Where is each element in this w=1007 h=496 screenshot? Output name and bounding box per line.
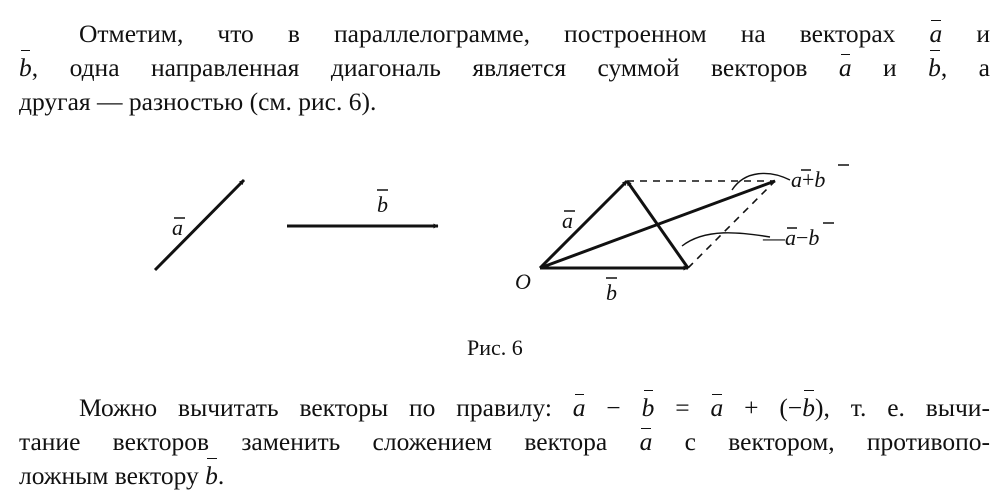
p2-line-1	[19, 391, 990, 425]
p1-line-3: другая — разностью (см. рис. 6).	[19, 87, 377, 116]
diff-label: —a−b	[763, 225, 820, 250]
sum-label: a+b	[791, 167, 826, 192]
vector-b: b	[802, 391, 815, 425]
text: .	[217, 461, 225, 490]
text: и	[942, 19, 990, 48]
text: тание векторов заменить сложением вектора	[19, 427, 640, 456]
vector-b: b	[19, 51, 32, 85]
p2-line-2	[19, 425, 990, 459]
vector-a: a	[573, 391, 586, 425]
vector-b: b	[642, 391, 655, 425]
text: , одна направленная диагональ является суммой векторов	[31, 53, 839, 82]
text: =	[654, 393, 711, 422]
dashed-right-side	[688, 181, 775, 268]
label-a-tri: a	[562, 208, 573, 233]
paragraph-2	[19, 391, 990, 493]
text: и	[851, 53, 929, 82]
vector-a: a	[930, 17, 943, 51]
vector-a-tri	[540, 181, 627, 268]
text: ложным вектору	[19, 461, 206, 490]
label-b-tri: b	[606, 280, 617, 305]
figure-caption: Рис. 6	[467, 335, 523, 360]
text: −	[585, 393, 642, 422]
text: Отметим, что в параллелограмме, построенном на векторах	[79, 19, 930, 48]
vector-diff-diagonal	[627, 181, 688, 268]
label-origin-O: O	[515, 269, 531, 294]
vector-a: a	[711, 391, 724, 425]
vector-b: b	[928, 51, 941, 85]
text: , а	[940, 53, 990, 82]
text: с вектором, противопо-	[652, 427, 990, 456]
vector-b: b	[205, 459, 218, 493]
vector-a: a	[839, 51, 852, 85]
text: + (−	[723, 393, 803, 422]
p2-line-3	[19, 459, 990, 493]
label-a-left: a	[172, 215, 183, 240]
text: Можно вычитать векторы по правилу:	[79, 393, 573, 422]
vector-a: a	[640, 425, 653, 459]
text: ), т. е. вычи-	[815, 393, 990, 422]
leader-diff	[682, 233, 770, 246]
vector-a-arrow	[155, 180, 244, 270]
label-b-middle: b	[377, 192, 388, 217]
